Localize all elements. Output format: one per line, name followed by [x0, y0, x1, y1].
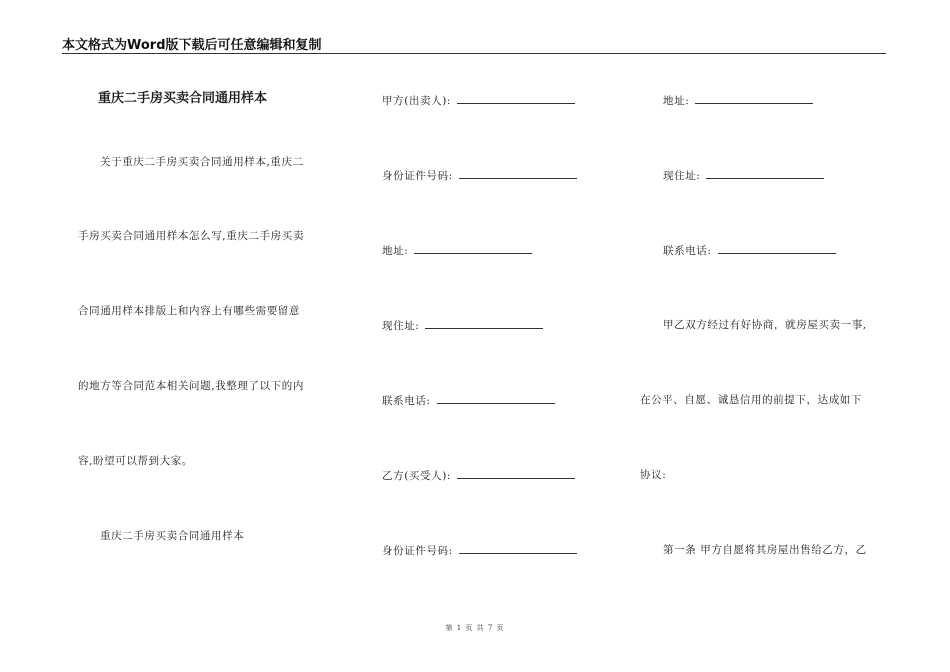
- seller-address-field: [382, 243, 532, 258]
- seller-current-address-label: 现住址:: [382, 320, 420, 332]
- seller-id-blank-line: [459, 168, 577, 179]
- seller-phone-blank-line: [437, 393, 555, 404]
- document-header: [62, 34, 886, 54]
- buyer-phone-field: [663, 243, 836, 258]
- buyer-blank-line: [457, 468, 575, 479]
- intro-line: 的地方等合同范本相关问题,我整理了以下的内: [78, 380, 304, 392]
- buyer-address-field: [663, 93, 813, 108]
- buyer-address-blank-line: [695, 93, 813, 104]
- agreement-line: 在公平、自愿、诚恳信用的前提下，达成如下: [640, 394, 862, 406]
- intro-line: 关于重庆二手房买卖合同通用样本,重庆二: [100, 156, 304, 168]
- agreement-line: 甲乙双方经过有好协商，就房屋买卖一事,: [663, 319, 867, 331]
- seller-address-label: 地址:: [382, 245, 409, 257]
- buyer-id-label: 身份证件号码:: [382, 545, 453, 557]
- seller-blank-line: [457, 93, 575, 104]
- intro-line: 手房买卖合同通用样本怎么写,重庆二手房买卖: [78, 230, 304, 242]
- seller-phone-label: 联系电话:: [382, 395, 431, 407]
- buyer-label: 乙方(买受人):: [382, 470, 452, 482]
- buyer-current-address-label: 现住址:: [663, 170, 701, 182]
- buyer-address-label: 地址:: [663, 95, 690, 107]
- seller-address-blank-line: [414, 243, 532, 254]
- buyer-id-blank-line: [459, 543, 577, 554]
- document-title: 重庆二手房买卖合同通用样本: [98, 91, 268, 106]
- header-title: 本文格式为Word版下载后可任意编辑和复制: [62, 38, 322, 53]
- buyer-phone-blank-line: [718, 243, 836, 254]
- seller-field: [382, 93, 575, 108]
- intro-line: 合同通用样本排版上和内容上有哪些需要留意: [78, 305, 300, 317]
- seller-phone-field: [382, 393, 555, 408]
- seller-current-address-field: [382, 318, 543, 333]
- section-subtitle: 重庆二手房买卖合同通用样本: [100, 530, 245, 542]
- seller-current-address-blank-line: [425, 318, 543, 329]
- seller-id-label: 身份证件号码:: [382, 170, 453, 182]
- seller-label: 甲方(出卖人):: [382, 95, 452, 107]
- seller-id-field: [382, 168, 577, 183]
- agreement-line: 协议:: [640, 469, 667, 481]
- intro-line: 容,盼望可以帮到大家。: [78, 455, 193, 467]
- buyer-field: [382, 468, 575, 483]
- buyer-current-address-blank-line: [706, 168, 824, 179]
- article-one-line: 第一条 甲方自愿将其房屋出售给乙方，乙: [663, 544, 867, 556]
- buyer-id-field: [382, 543, 577, 558]
- buyer-phone-label: 联系电话:: [663, 245, 712, 257]
- page-number: 第 1 页 共 7 页: [445, 624, 505, 632]
- buyer-current-address-field: [663, 168, 824, 183]
